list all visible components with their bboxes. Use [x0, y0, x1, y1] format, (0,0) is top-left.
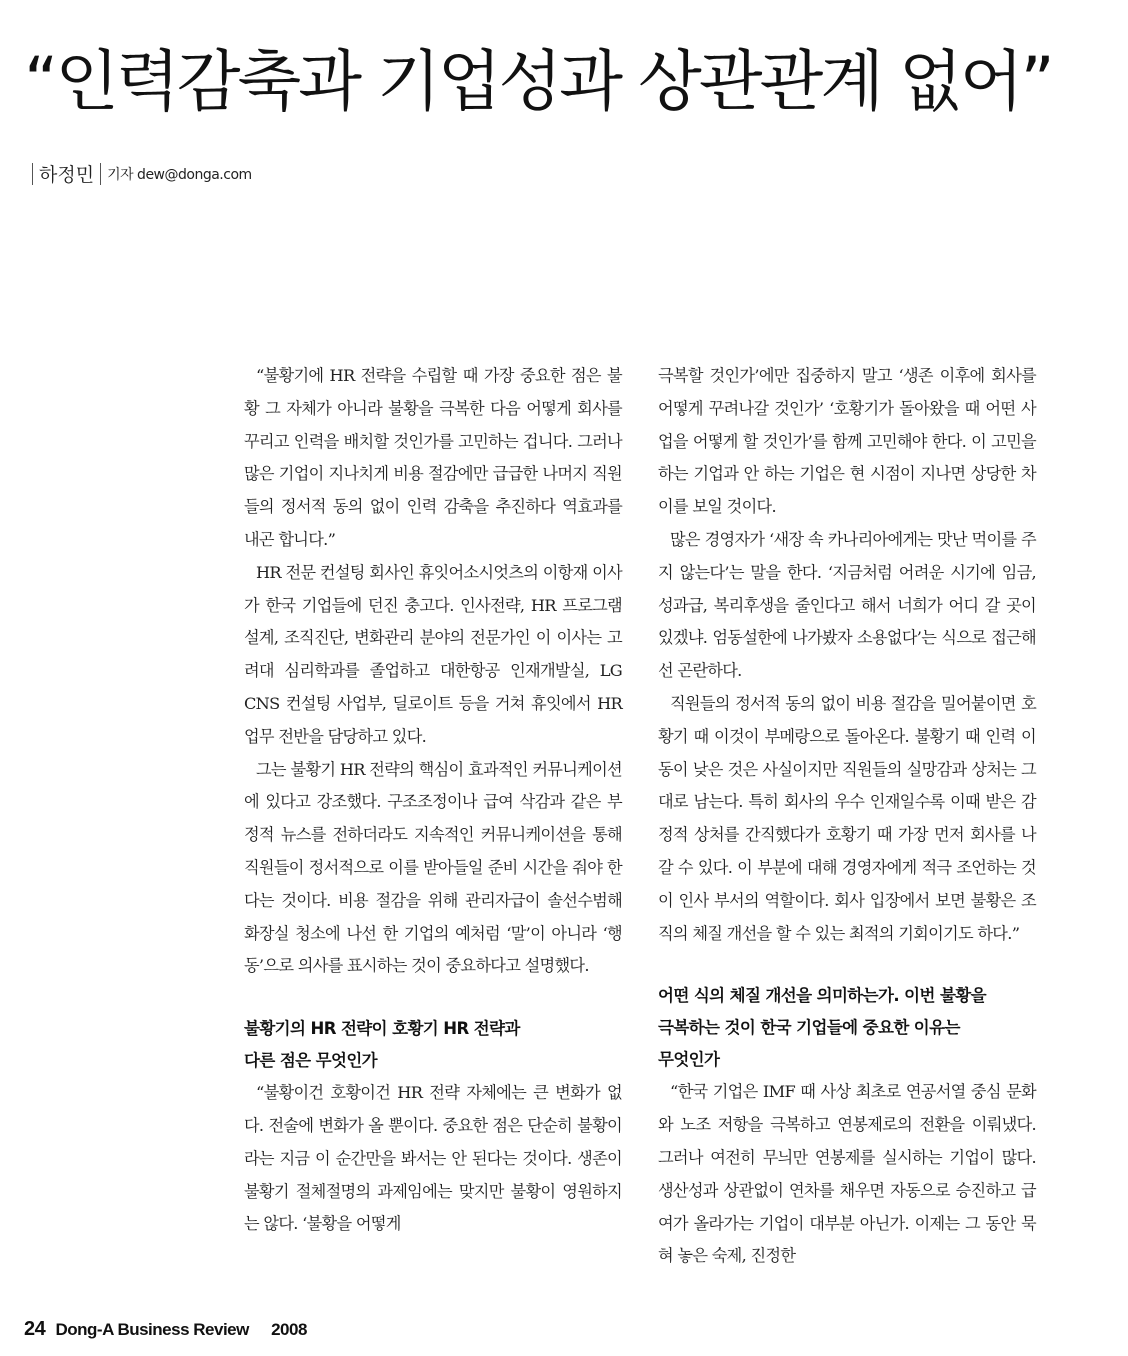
paragraph: HR 전문 컨설팅 회사인 휴잇어소시엇츠의 이항재 이사가 한국 기업들에 던진 충고다. 인사전략, HR 프로그램 설계, 조직진단, 변화관리 분야의 전문가인 이 이사는 고려대 심리학과를 졸업하고 대한항공 인재개발실, LG CNS 컨설팅 사업부, 딜로이트 등을 거쳐 휴잇에서 HR 업무 전반을 담당하고 있다.: [244, 562, 622, 746]
question-line: 어떤 식의 체질 개선을 의미하는가. 이번 불황을: [658, 986, 986, 1006]
article-headline: “인력감축과 기업성과 상관관계 없어”: [24, 43, 1052, 120]
byline: [26, 160, 252, 187]
paragraph: 그는 불황기 HR 전략의 핵심이 효과적인 커뮤니케이션에 있다고 강조했다. 구조조정이나 급여 삭감과 같은 부정적 뉴스를 전하더라도 지속적인 커뮤니케이션을 통해 직원들이 정서적으로 이를 받아들일 준비 시간을 줘야 한다는 것이다. 비용 절감을 위해 관리자급이 솔선수범해 화장실 청소에 나선 한 기업의 예처럼 ‘말’이 아니라 ‘행동’으로 의사를 표시하는 것이 중요하다고 설명했다.: [244, 759, 622, 976]
byline-divider: [32, 163, 33, 185]
question-line: 다른 점은 무엇인가: [244, 1051, 378, 1071]
publication-year: 2008: [271, 1320, 307, 1339]
byline-divider: [100, 163, 101, 185]
paragraph: 많은 경영자가 ‘새장 속 카나리아에게는 맛난 먹이를 주지 않는다’는 말을 한다. ‘지금처럼 어려운 시기에 임금, 성과급, 복리후생을 줄인다고 해서 너희가 어디 갈 곳이 있겠냐. 엄동설한에 나가봤자 소용없다’는 식으로 접근해선 곤란하다.: [658, 529, 1036, 681]
interview-question: [244, 1013, 622, 1077]
page-footer: [24, 1318, 307, 1341]
author-email: 기자 dew@donga.com: [107, 166, 252, 183]
left-column: [244, 360, 622, 1241]
paragraph: “불황이건 호황이건 HR 전략 자체에는 큰 변화가 없다. 전술에 변화가 올 뿐이다. 중요한 점은 단순히 불황이라는 지금 이 순간만을 봐서는 안 된다는 것이다. 생존이 불황기 절체절명의 과제임에는 맞지만 불황이 영원하지는 않다. ‘불황을 어떻게: [244, 1083, 622, 1234]
paragraph: 직원들의 정서적 동의 없이 비용 절감을 밀어붙이면 호황기 때 이것이 부메랑으로 돌아온다. 불황기 때 인력 이동이 낮은 것은 사실이지만 직원들의 실망감과 상처는 그대로 남는다. 특히 회사의 우수 인재일수록 이때 받은 감정적 상처를 간직했다가 호황기 때 가장 먼저 회사를 나갈 수 있다. 이 부분에 대해 경영자에게 적극 조언하는 것이 인사 부서의 역할이다. 회사 입장에서 보면 불황은 조직의 체질 개선을 할 수 있는 최적의 기회이기도 하다.”: [658, 693, 1036, 943]
question-line: 극복하는 것이 한국 기업들에 중요한 이유는: [658, 1018, 960, 1038]
interview-question: [658, 980, 1036, 1076]
paragraph: “한국 기업은 IMF 때 사상 최초로 연공서열 중심 문화와 노조 저항을 극복하고 연봉제로의 전환을 이뤄냈다. 그러나 여전히 무늬만 연봉제를 실시하는 기업이 많다. 생산성과 상관없이 연차를 채우면 자동으로 승진하고 급여가 올라가는 기업이 대부분 아닌가. 이제는 그 동안 묵혀 놓은 숙제, 진정한: [658, 1082, 1036, 1266]
right-column: [658, 360, 1036, 1273]
page-number: 24: [24, 1318, 46, 1340]
question-line: 무엇인가: [658, 1050, 720, 1070]
question-line: 불황기의 HR 전략이 호황기 HR 전략과: [244, 1019, 520, 1039]
paragraph: 극복할 것인가’에만 집중하지 말고 ‘생존 이후에 회사를 어떻게 꾸려나갈 것인가’ ‘호황기가 돌아왔을 때 어떤 사업을 어떻게 할 것인가’를 함께 고민해야 한다. 이 고민을 하는 기업과 안 하는 기업은 현 시점이 지나면 상당한 차이를 보일 것이다.: [658, 366, 1036, 517]
paragraph: “불황기에 HR 전략을 수립할 때 가장 중요한 점은 불황 그 자체가 아니라 불황을 극복한 다음 어떻게 회사를 꾸리고 인력을 배치할 것인가를 고민하는 겁니다. 그러나 많은 기업이 지나치게 비용 절감에만 급급한 나머지 직원들의 정서적 동의 없이 인력 감축을 추진하다 역효과를 내곤 합니다.”: [244, 366, 622, 549]
author-name: 하정민: [39, 164, 95, 186]
publication-name: Dong-A Business Review: [55, 1320, 249, 1339]
